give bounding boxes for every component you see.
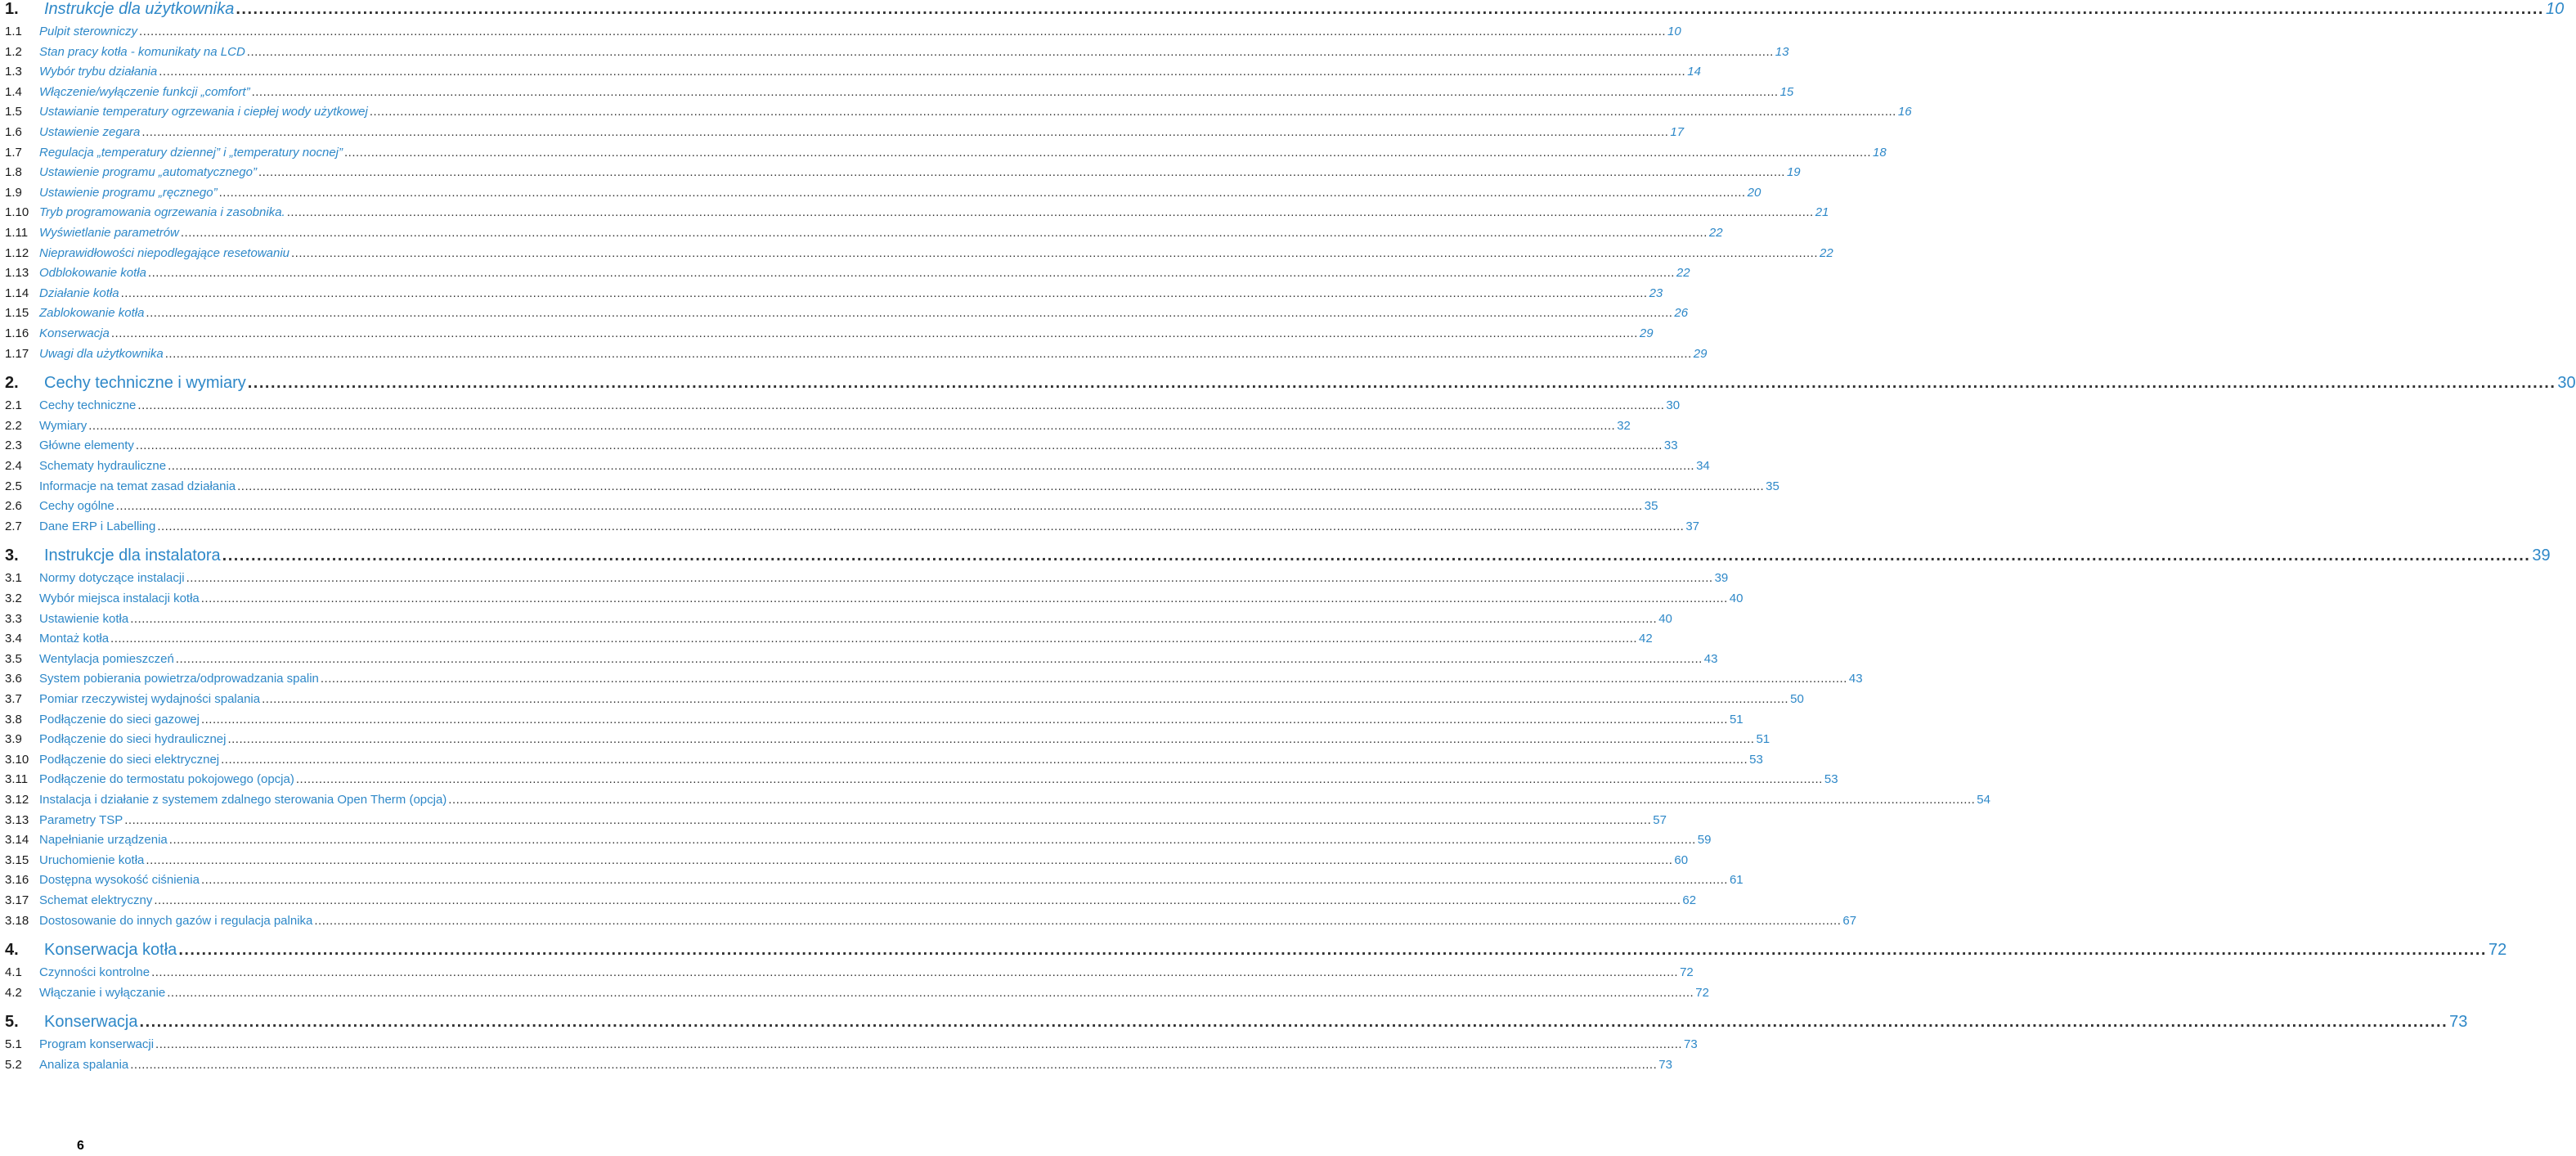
toc-section[interactable]	[5, 547, 2551, 571]
toc-title[interactable]: Włączenie/wyłączenie funkcji „comfort”	[39, 84, 250, 99]
toc-leader-dots: ................................................................................................................................................................................................................................................................................................................................................................................................................	[159, 65, 1686, 79]
toc-page-number[interactable]: 35	[1766, 479, 1779, 493]
toc-leader-dots: ................................................................................................................................................................................................................................................................................................................................................................................................................	[154, 893, 1681, 907]
toc-page-number[interactable]: 20	[1747, 185, 1761, 200]
toc-page-number[interactable]: 15	[1779, 84, 1794, 99]
toc-title[interactable]: Napełnianie urządzenia	[39, 833, 168, 848]
toc-title[interactable]: Schematy hydrauliczne	[39, 459, 167, 473]
toc-number: 1.11	[5, 226, 29, 240]
toc-title[interactable]: Konserwacja	[44, 1013, 138, 1032]
toc-number: 1.10	[5, 205, 29, 220]
toc-page-number[interactable]: 39	[2532, 547, 2551, 565]
toc-number: 3.15	[5, 852, 29, 867]
toc-leader-dots: ................................................................................................................................................................................................................................................................................................................................................................................................................	[110, 326, 1638, 340]
toc-number: 3.6	[5, 672, 22, 686]
toc-number: 1.16	[5, 326, 29, 340]
toc-entry[interactable]	[5, 25, 1681, 44]
toc-page-number[interactable]: 30	[1666, 398, 1681, 413]
toc-number: 2.4	[5, 459, 22, 473]
toc-page-number[interactable]: 18	[1873, 145, 1887, 160]
toc-leader-dots: ................................................................................................................................................................................................................................................................................................................................................................................................................	[448, 793, 1976, 807]
toc-leader-dots: ................................................................................................................................................................................................................................................................................................................................................................................................................	[200, 873, 1728, 888]
toc-entry[interactable]	[5, 44, 1789, 65]
toc-leader-dots: ................................................................................................................................................................................................................................................................................................................................................................................................................	[110, 632, 1638, 646]
toc-page-number[interactable]: 43	[1848, 672, 1863, 686]
toc-number: 1.13	[5, 266, 29, 281]
toc-page-number[interactable]: 42	[1639, 632, 1653, 646]
toc-title[interactable]: Podłączenie do sieci gazowej	[39, 712, 200, 726]
toc-number: 3.18	[5, 913, 29, 928]
toc-title[interactable]: Instrukcje dla instalatora	[44, 547, 221, 565]
toc-leader-dots: ................................................................................................................................................................................................................................................................................................................................................................................................................	[286, 205, 1814, 220]
toc-number: 3.4	[5, 632, 22, 646]
toc-title[interactable]: Czynności kontrolne	[39, 965, 150, 980]
toc-leader-dots: ................................................................................................................................................................................................................................................................................................................................................................................................................	[180, 226, 1708, 240]
toc-title[interactable]: Schemat elektryczny	[39, 893, 153, 907]
toc-title[interactable]: Cechy ogólne	[39, 499, 114, 514]
toc-entry[interactable]	[5, 266, 1690, 286]
toc-entry[interactable]	[5, 185, 1761, 205]
toc-title[interactable]: Wyświetlanie parametrów	[39, 226, 179, 240]
toc-entry[interactable]	[5, 145, 1887, 165]
toc-leader-dots: ................................................................................................................................................................................................................................................................................................................................................................................................................	[369, 105, 1896, 119]
toc-page-number[interactable]: 40	[1658, 611, 1672, 626]
toc-entry[interactable]	[5, 286, 1663, 306]
toc-page-number[interactable]: 34	[1696, 459, 1710, 473]
toc-page-number[interactable]: 67	[1842, 913, 1857, 928]
toc-leader-dots: ................................................................................................................................................................................................................................................................................................................................................................................................................	[247, 374, 2556, 393]
toc-entry[interactable]	[5, 499, 1658, 519]
toc-title[interactable]: Tryb programowania ogrzewania i zasobnika.	[39, 205, 285, 220]
toc-page-number[interactable]: 19	[1786, 165, 1801, 180]
toc-title[interactable]: Główne elementy	[39, 439, 134, 453]
toc-title[interactable]: Dane ERP i Labelling	[39, 519, 156, 533]
toc-title[interactable]: Podłączenie do sieci hydraulicznej	[39, 732, 227, 747]
toc-leader-dots: ................................................................................................................................................................................................................................................................................................................................................................................................................	[291, 245, 1819, 260]
toc-page-number[interactable]: 22	[1708, 226, 1723, 240]
toc-leader-dots: ................................................................................................................................................................................................................................................................................................................................................................................................................	[146, 852, 1673, 867]
toc-page-number[interactable]: 59	[1697, 833, 1712, 848]
toc-title[interactable]: Uwagi dla użytkownika	[39, 346, 164, 361]
toc-page-number[interactable]: 29	[1693, 346, 1708, 361]
toc-number: 4.1	[5, 965, 22, 980]
toc-page-number[interactable]: 51	[1756, 732, 1770, 747]
toc-number: 1.15	[5, 306, 29, 321]
toc-page-number[interactable]: 35	[1644, 499, 1658, 514]
toc-number: 3.12	[5, 793, 29, 807]
toc-title[interactable]: Instrukcje dla użytkownika	[44, 0, 235, 18]
toc-page-number[interactable]: 51	[1729, 712, 1744, 726]
toc-title[interactable]: Ustawianie temperatury ogrzewania i ciepłej wody użytkowej	[39, 105, 368, 119]
toc-number: 1.4	[5, 84, 22, 99]
toc-entry[interactable]	[5, 84, 1794, 105]
toc-leader-dots: ................................................................................................................................................................................................................................................................................................................................................................................................................	[168, 459, 1695, 473]
toc-section[interactable]	[5, 0, 2565, 25]
toc-section[interactable]	[5, 374, 2576, 398]
toc-entry[interactable]	[5, 672, 1863, 691]
toc-page-number[interactable]: 30	[2557, 374, 2576, 393]
toc-leader-dots: ................................................................................................................................................................................................................................................................................................................................................................................................................	[135, 439, 1663, 453]
toc-entry[interactable]	[5, 833, 1712, 852]
toc-entry[interactable]	[5, 1058, 1672, 1077]
toc-leader-dots: ................................................................................................................................................................................................................................................................................................................................................................................................................	[251, 84, 1779, 99]
toc-page-number[interactable]: 32	[1617, 418, 1631, 433]
toc-number: 2.7	[5, 519, 22, 533]
toc-entry[interactable]	[5, 965, 1694, 985]
toc-page-number[interactable]: 17	[1670, 125, 1685, 139]
toc-page-number[interactable]: 73	[2449, 1013, 2468, 1032]
toc-title[interactable]: Odblokowanie kotła	[39, 266, 146, 281]
toc-leader-dots: ................................................................................................................................................................................................................................................................................................................................................................................................................	[155, 1037, 1683, 1052]
toc-page-number[interactable]: 39	[1714, 571, 1729, 586]
toc-leader-dots: ................................................................................................................................................................................................................................................................................................................................................................................................................	[147, 266, 1675, 281]
toc-title[interactable]: Parametry TSP	[39, 812, 123, 827]
toc-entry[interactable]	[5, 519, 1700, 539]
toc-leader-dots: ................................................................................................................................................................................................................................................................................................................................................................................................................	[320, 672, 1847, 686]
toc-entry[interactable]	[5, 65, 1701, 84]
toc-page-number[interactable]: 14	[1687, 65, 1701, 79]
toc-title[interactable]: Dostosowanie do innych gazów i regulacja palnika	[39, 913, 313, 928]
toc-page-number[interactable]: 53	[1749, 752, 1763, 767]
toc-page-number[interactable]: 10	[1667, 25, 1681, 38]
toc-number: 2.6	[5, 499, 22, 514]
toc-title[interactable]: Wentylacja pomieszczeń	[39, 651, 174, 666]
toc-page-number[interactable]: 16	[1897, 105, 1912, 119]
toc-title[interactable]: Cechy techniczne	[39, 398, 137, 413]
toc-title[interactable]: Podłączenie do sieci elektrycznej	[39, 752, 220, 767]
toc-leader-dots: ................................................................................................................................................................................................................................................................................................................................................................................................................	[344, 145, 1872, 160]
toc-title[interactable]: Ustawienie kotła	[39, 611, 129, 626]
toc-number: 2.3	[5, 439, 22, 453]
toc-title[interactable]: Zablokowanie kotła	[39, 306, 145, 321]
toc-leader-dots: ................................................................................................................................................................................................................................................................................................................................................................................................................	[157, 519, 1685, 533]
toc-page-number[interactable]: 57	[1653, 812, 1667, 827]
toc-leader-dots: ................................................................................................................................................................................................................................................................................................................................................................................................................	[124, 812, 1652, 827]
toc-leader-dots: ................................................................................................................................................................................................................................................................................................................................................................................................................	[218, 185, 1746, 200]
toc-entry[interactable]	[5, 326, 1654, 346]
toc-number: 1.14	[5, 286, 29, 300]
page-number: 6	[77, 1139, 84, 1153]
toc-entry[interactable]	[5, 752, 1763, 772]
toc-title[interactable]: Podłączenie do termostatu pokojowego (opcja)	[39, 772, 294, 787]
toc-number: 2.2	[5, 418, 22, 433]
toc-title[interactable]: System pobierania powietrza/odprowadzania spalin	[39, 672, 319, 686]
toc-number: 3.2	[5, 591, 22, 605]
toc-title[interactable]: Regulacja „temperatury dziennej” i „temperatury nocnej”	[39, 145, 343, 160]
toc-leader-dots: ................................................................................................................................................................................................................................................................................................................................................................................................................	[175, 651, 1703, 666]
toc-number: 1.5	[5, 105, 22, 119]
toc-title[interactable]: Nieprawidłowości niepodlegające resetowaniu	[39, 245, 290, 260]
toc-leader-dots: ................................................................................................................................................................................................................................................................................................................................................................................................................	[295, 772, 1823, 787]
toc-page-number[interactable]: 73	[1684, 1037, 1698, 1052]
toc-title[interactable]: Cechy techniczne i wymiary	[44, 374, 246, 393]
toc-title[interactable]: Wybór trybu działania	[39, 65, 158, 79]
toc-title[interactable]: Program konserwacji	[39, 1037, 155, 1052]
toc-leader-dots: ................................................................................................................................................................................................................................................................................................................................................................................................................	[262, 692, 1789, 706]
toc-section[interactable]	[5, 1013, 2468, 1037]
toc-leader-dots: ................................................................................................................................................................................................................................................................................................................................................................................................................	[139, 25, 1667, 38]
toc-section[interactable]	[5, 941, 2507, 965]
toc-number: 3.9	[5, 732, 22, 747]
toc-page-number[interactable]: 21	[1815, 205, 1829, 220]
toc-entry[interactable]	[5, 712, 1744, 732]
toc-page-number[interactable]: 13	[1775, 44, 1789, 59]
toc-leader-dots: ................................................................................................................................................................................................................................................................................................................................................................................................................	[178, 941, 2487, 960]
toc-entry[interactable]	[5, 651, 1718, 672]
toc-number: 1.2	[5, 44, 22, 59]
toc-title[interactable]: Analiza spalania	[39, 1058, 129, 1072]
toc-leader-dots: ................................................................................................................................................................................................................................................................................................................................................................................................................	[236, 0, 2544, 18]
toc-title[interactable]: Uruchomienie kotła	[39, 852, 145, 867]
toc-number: 1.12	[5, 245, 29, 260]
toc-leader-dots: ................................................................................................................................................................................................................................................................................................................................................................................................................	[151, 965, 1679, 980]
toc-entry[interactable]	[5, 439, 1678, 458]
toc-entry[interactable]	[5, 245, 1833, 266]
toc-title[interactable]: Pulpit sterowniczy	[39, 25, 138, 38]
toc-entry[interactable]	[5, 1037, 1698, 1057]
toc-title[interactable]: Dostępna wysokość ciśnienia	[39, 873, 200, 888]
toc-title[interactable]: Normy dotyczące instalacji	[39, 571, 185, 586]
toc-number: 1.9	[5, 185, 22, 200]
toc-page-number[interactable]: 29	[1639, 326, 1654, 340]
toc-title[interactable]: Stan pracy kotła - komunikaty na LCD	[39, 44, 245, 59]
toc-page-number[interactable]: 53	[1824, 772, 1838, 787]
toc-title[interactable]: Włączanie i wyłączanie	[39, 985, 166, 1000]
toc-entry[interactable]	[5, 732, 1770, 752]
toc-title[interactable]: Działanie kotła	[39, 286, 119, 300]
toc-page-number[interactable]: 43	[1703, 651, 1718, 666]
toc-page-number[interactable]: 72	[1695, 985, 1709, 1000]
toc-page-number[interactable]: 73	[1658, 1058, 1672, 1072]
toc-page-number[interactable]: 10	[2545, 0, 2565, 18]
toc-number: 3.11	[5, 772, 29, 787]
toc-number: 4.	[5, 941, 19, 960]
toc-entry[interactable]	[5, 772, 1838, 792]
toc-number: 3.5	[5, 651, 22, 666]
toc-page-number[interactable]: 26	[1674, 306, 1689, 321]
toc-entry[interactable]	[5, 306, 1689, 326]
toc-number: 3.10	[5, 752, 29, 767]
toc-title[interactable]: Pomiar rzeczywistej wydajności spalania	[39, 692, 261, 706]
toc-title[interactable]: Konserwacja	[39, 326, 110, 340]
toc-page-number[interactable]: 37	[1685, 519, 1700, 533]
toc-entry[interactable]	[5, 479, 1779, 499]
toc-number: 1.1	[5, 25, 22, 38]
toc-leader-dots: ................................................................................................................................................................................................................................................................................................................................................................................................................	[168, 833, 1696, 848]
toc-leader-dots: ................................................................................................................................................................................................................................................................................................................................................................................................................	[186, 571, 1713, 586]
toc-number: 4.2	[5, 985, 22, 1000]
toc-title[interactable]: Wymiary	[39, 418, 88, 433]
toc-entry[interactable]	[5, 346, 1708, 367]
toc-number: 3.8	[5, 712, 22, 726]
toc-number: 3.13	[5, 812, 29, 827]
toc-leader-dots: ................................................................................................................................................................................................................................................................................................................................................................................................................	[167, 985, 1694, 1000]
toc-entry[interactable]	[5, 105, 1912, 124]
toc-entry[interactable]	[5, 226, 1723, 245]
toc-number: 3.	[5, 547, 19, 565]
toc-leader-dots: ................................................................................................................................................................................................................................................................................................................................................................................................................	[227, 732, 1755, 747]
toc-entry[interactable]	[5, 205, 1829, 225]
toc-leader-dots: ................................................................................................................................................................................................................................................................................................................................................................................................................	[246, 44, 1774, 59]
toc-page-number[interactable]: 33	[1663, 439, 1678, 453]
toc-title[interactable]: Ustawienie programu „ręcznego”	[39, 185, 218, 200]
toc-title[interactable]: Konserwacja kotła	[44, 941, 177, 960]
toc-number: 1.3	[5, 65, 22, 79]
toc-page-number[interactable]: 22	[1820, 245, 1833, 260]
toc-leader-dots: ................................................................................................................................................................................................................................................................................................................................................................................................................	[221, 752, 1748, 767]
toc-number: 1.6	[5, 125, 22, 139]
toc-entry[interactable]	[5, 571, 1729, 591]
toc-title[interactable]: Instalacja i działanie z systemem zdalnego sterowania Open Therm (opcja)	[39, 793, 447, 807]
toc-leader-dots: ................................................................................................................................................................................................................................................................................................................................................................................................................	[200, 591, 1728, 605]
toc-leader-dots: ................................................................................................................................................................................................................................................................................................................................................................................................................	[115, 499, 1643, 514]
toc-number: 5.	[5, 1013, 19, 1032]
toc-page-number[interactable]: 62	[1682, 893, 1697, 907]
toc-entry[interactable]	[5, 632, 1653, 651]
toc-leader-dots: ................................................................................................................................................................................................................................................................................................................................................................................................................	[130, 611, 1658, 626]
toc-leader-dots: ................................................................................................................................................................................................................................................................................................................................................................................................................	[146, 306, 1673, 321]
toc-entry[interactable]	[5, 692, 1804, 712]
toc-number: 5.2	[5, 1058, 22, 1072]
toc-page-number[interactable]: 72	[1680, 965, 1694, 980]
toc-number: 3.7	[5, 692, 22, 706]
toc-number: 1.17	[5, 346, 29, 361]
toc-page-number[interactable]: 72	[2488, 941, 2507, 960]
toc-page-number[interactable]: 50	[1790, 692, 1804, 706]
toc-entry[interactable]	[5, 591, 1744, 611]
toc-page-number[interactable]: 60	[1674, 852, 1689, 867]
toc-leader-dots: ................................................................................................................................................................................................................................................................................................................................................................................................................	[258, 165, 1785, 180]
toc-leader-dots: ................................................................................................................................................................................................................................................................................................................................................................................................................	[164, 346, 1692, 361]
toc-number: 2.	[5, 374, 19, 393]
toc-number: 3.16	[5, 873, 29, 888]
toc-title[interactable]: Montaż kotła	[39, 632, 110, 646]
toc-title[interactable]: Wybór miejsca instalacji kotła	[39, 591, 200, 605]
toc-number: 3.17	[5, 893, 29, 907]
toc-number: 3.1	[5, 571, 22, 586]
toc-entry[interactable]	[5, 913, 1857, 933]
toc-entry[interactable]	[5, 985, 1709, 1005]
toc-leader-dots: ................................................................................................................................................................................................................................................................................................................................................................................................................	[237, 479, 1765, 493]
toc-title[interactable]: Informacje na temat zasad działania	[39, 479, 236, 493]
toc-page-number[interactable]: 61	[1729, 873, 1744, 888]
toc-number: 1.	[5, 0, 19, 18]
toc-number: 3.14	[5, 833, 29, 848]
toc-entry[interactable]	[5, 418, 1631, 439]
toc-entry[interactable]	[5, 873, 1744, 893]
toc-page-number[interactable]: 23	[1649, 286, 1663, 300]
toc-leader-dots: ................................................................................................................................................................................................................................................................................................................................................................................................................	[141, 125, 1669, 139]
toc-leader-dots: ................................................................................................................................................................................................................................................................................................................................................................................................................	[88, 418, 1616, 433]
toc-title[interactable]: Ustawienie programu „automatycznego”	[39, 165, 257, 180]
toc-leader-dots: ................................................................................................................................................................................................................................................................................................................................................................................................................	[130, 1058, 1658, 1072]
toc-entry[interactable]	[5, 398, 1681, 418]
toc-title[interactable]: Ustawienie zegara	[39, 125, 141, 139]
toc-number: 3.3	[5, 611, 22, 626]
toc-number: 5.1	[5, 1037, 22, 1052]
toc-entry[interactable]	[5, 125, 1685, 145]
toc-number: 1.8	[5, 165, 22, 180]
toc-leader-dots: ................................................................................................................................................................................................................................................................................................................................................................................................................	[120, 286, 1648, 300]
toc-entry[interactable]	[5, 165, 1801, 185]
toc-page-number[interactable]: 22	[1676, 266, 1690, 281]
toc-entry[interactable]	[5, 793, 1990, 812]
toc-leader-dots: ................................................................................................................................................................................................................................................................................................................................................................................................................	[137, 398, 1665, 413]
toc-entry[interactable]	[5, 893, 1697, 913]
toc-entry[interactable]	[5, 812, 1667, 833]
toc-number: 1.7	[5, 145, 22, 160]
toc-leader-dots: ................................................................................................................................................................................................................................................................................................................................................................................................................	[222, 547, 2531, 565]
toc-number: 2.1	[5, 398, 22, 413]
toc-leader-dots: ................................................................................................................................................................................................................................................................................................................................................................................................................	[200, 712, 1728, 726]
toc-entry[interactable]	[5, 459, 1710, 479]
toc-number: 2.5	[5, 479, 22, 493]
toc-leader-dots: ................................................................................................................................................................................................................................................................................................................................................................................................................	[314, 913, 1842, 928]
toc-entry[interactable]	[5, 611, 1672, 632]
toc-leader-dots: ................................................................................................................................................................................................................................................................................................................................................................................................................	[139, 1013, 2448, 1032]
toc-page-number[interactable]: 40	[1729, 591, 1744, 605]
toc-entry[interactable]	[5, 852, 1689, 873]
toc-page-number[interactable]: 54	[1977, 793, 1990, 807]
